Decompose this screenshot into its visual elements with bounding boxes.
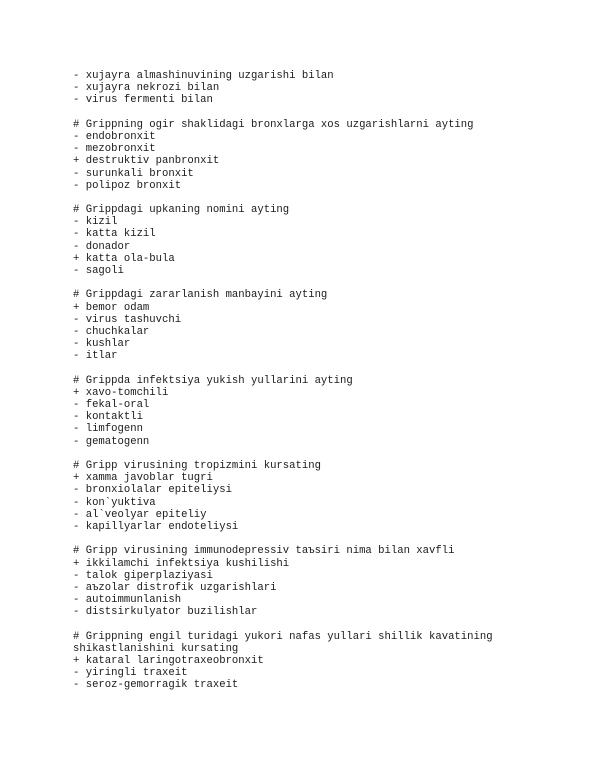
- question-block: [73, 631, 583, 692]
- question-block: [73, 375, 583, 448]
- question-text: # Grippning engil turidagi yukori nafas yullari shillik kavatining: [73, 630, 493, 643]
- answer-option: - virus tashuvchi: [73, 313, 182, 326]
- answer-option: - itlar: [73, 350, 118, 363]
- answer-option: - fekal-oral: [73, 399, 150, 412]
- answer-option: - mezobronxit: [73, 143, 156, 156]
- answer-option: - xujayra nekrozi bilan: [73, 82, 220, 95]
- question-block: [73, 545, 583, 618]
- answer-option: - al`veolyar epiteliy: [73, 508, 207, 521]
- question-block: [73, 460, 583, 533]
- question-text-continued: shikastlanishini kursating: [73, 642, 239, 655]
- answer-option: - surunkali bronxit: [73, 167, 194, 180]
- question-text: # Grippning ogir shaklidagi bronxlarga xos uzgarishlarni ayting: [73, 118, 474, 131]
- answer-option: - aъzolar distrofik uzgarishlari: [73, 581, 277, 594]
- answer-option: - seroz-gemorragik traxeit: [73, 679, 239, 692]
- answer-option: - bronxiolalar epiteliysi: [73, 484, 232, 497]
- answer-option: - polipoz bronxit: [73, 179, 182, 192]
- answer-option: - limfogenn: [73, 423, 143, 436]
- question-list: [73, 70, 583, 692]
- answer-option: - xujayra almashinuvining uzgarishi bilan: [73, 70, 334, 82]
- answer-option: - autoimmunlanish: [73, 594, 182, 607]
- answer-option: - kontaktli: [73, 411, 143, 424]
- answer-option: - yiringli traxeit: [73, 667, 188, 680]
- question-text: # Grippda infektsiya yukish yullarini ayting: [73, 374, 353, 387]
- answer-option: - sagoli: [73, 265, 124, 277]
- question-text: # Grippdagi zararlanish manbayini ayting: [73, 289, 328, 302]
- answer-option: - katta kizil: [73, 228, 156, 241]
- answer-option: - talok giperplaziyasi: [73, 569, 213, 582]
- answer-option: - endobronxit: [73, 130, 156, 143]
- question-block: [73, 204, 583, 277]
- answer-option: + bemor odam: [73, 301, 150, 314]
- answer-option: - chuchkalar: [73, 325, 150, 338]
- answer-option: + katta ola-bula: [73, 252, 175, 265]
- answer-option: + ikkilamchi infektsiya kushilishi: [73, 557, 290, 570]
- answer-option: + destruktiv panbronxit: [73, 155, 220, 168]
- answer-option: + xavo-tomchili: [73, 386, 169, 399]
- question-text: # Gripp virusining immunodepressiv taъsiri nima bilan xavfli: [73, 545, 455, 558]
- question-text: # Gripp virusining tropizmini kursating: [73, 460, 321, 472]
- answer-option: - virus fermenti bilan: [73, 94, 213, 107]
- answer-option: + xamma javoblar tugri: [73, 472, 213, 485]
- question-text: # Grippdagi upkaning nomini ayting: [73, 204, 290, 217]
- question-block: [73, 119, 583, 192]
- answer-option: + kataral laringotraxeobronxit: [73, 655, 264, 667]
- question-block: [73, 289, 583, 362]
- answer-option: - gematogenn: [73, 435, 150, 448]
- answer-option: - kizil: [73, 216, 118, 229]
- question-block: [73, 70, 583, 107]
- answer-option: - kapillyarlar endoteliysi: [73, 520, 239, 533]
- answer-option: - kon`yuktiva: [73, 496, 156, 509]
- answer-option: - donador: [73, 240, 131, 253]
- answer-option: - kushlar: [73, 338, 131, 351]
- answer-option: - distsirkulyator buzilishlar: [73, 606, 258, 619]
